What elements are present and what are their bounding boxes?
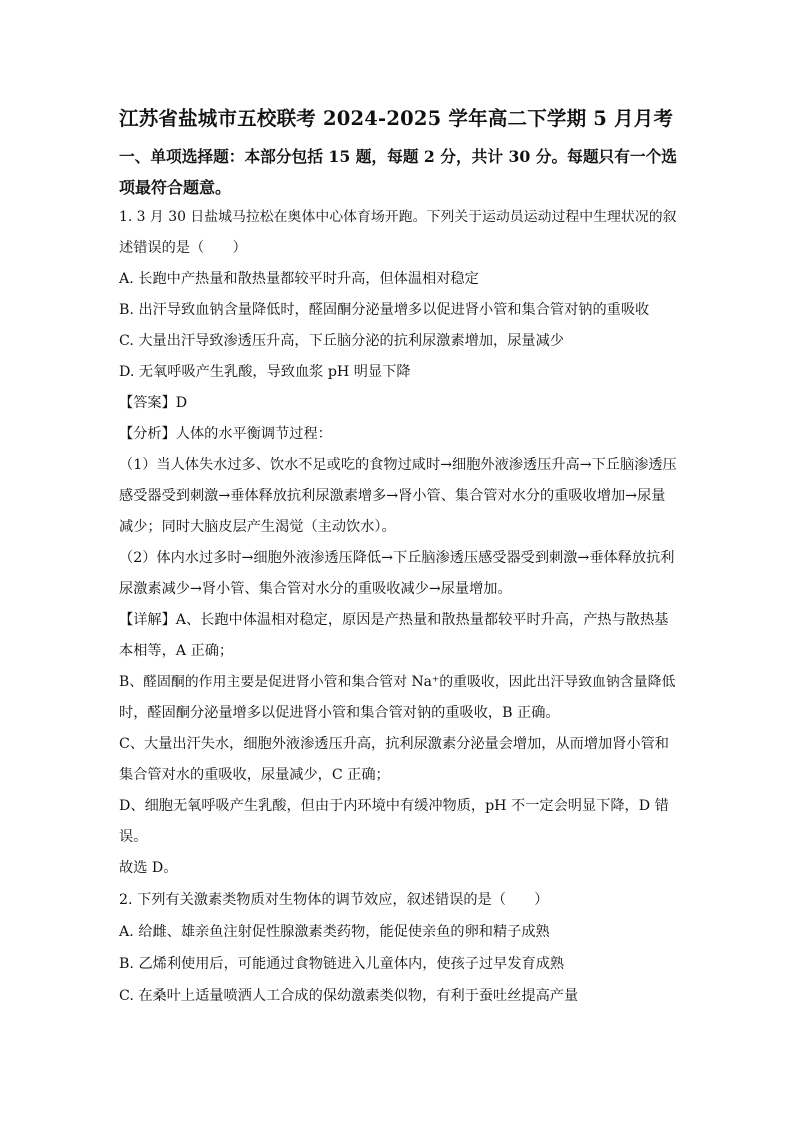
q2-option-b: B. 乙烯利使用后，可能通过食物链进入儿童体内，使孩子过早发育成熟 <box>119 956 565 972</box>
q1-option-b: B. 出汗导致血钠含量降低时，醛固酮分泌量增多以促进肾小管和集合管对钠的重吸收 <box>119 302 650 318</box>
q1-answer: 【答案】D <box>119 395 188 411</box>
section-heading-line1: 一、单项选择题：本部分包括 15 题，每题 2 分，共计 30 分。每题只有一个选 <box>119 147 677 166</box>
q1-analysis-1-line2: 感受器受到刺激→垂体释放抗利尿激素增多→肾小管、集合管对水分的重吸收增加→尿量 <box>119 488 666 504</box>
q1-analysis-1-line3: 减少；同时大脑皮层产生渴觉（主动饮水）。 <box>119 519 396 535</box>
q1-analysis-2-line1: （2）体内水过多时→细胞外液渗透压降低→下丘脑渗透压感受器受到刺激→垂体释放抗利 <box>119 550 675 566</box>
q2-option-a: A. 给雌、雄亲鱼注射促性腺激素类药物，能促使亲鱼的卵和精子成熟 <box>119 924 550 940</box>
q2-stem: 2. 下列有关激素类物质对生物体的调节效应，叙述错误的是（ ） <box>119 892 549 908</box>
section-heading-line2: 项最符合题意。 <box>119 178 232 197</box>
q1-detail-c-line2: 集合管对水的重吸收，尿量减少，C 正确； <box>119 767 390 783</box>
q1-detail-b-line1: B、醛固酮的作用主要是促进肾小管和集合管对 Na⁺的重吸收，因此出汗导致血钠含量降低 <box>119 674 676 690</box>
q1-analysis-2-line2: 尿激素减少→肾小管、集合管对水分的重吸收减少→尿量增加。 <box>119 581 512 597</box>
q1-stem-line2: 述错误的是（ ） <box>119 240 247 256</box>
q1-option-d: D. 无氧呼吸产生乳酸，导致血浆 pH 明显下降 <box>119 364 411 380</box>
q1-detail-a-line2: 本相等，A 正确； <box>119 643 234 659</box>
q1-analysis-title: 【分析】人体的水平衡调节过程： <box>119 426 332 442</box>
document-title: 江苏省盐城市五校联考 2024-2025 学年高二下学期 5 月月考 <box>119 107 674 130</box>
q1-option-c: C. 大量出汗导致渗透压升高，下丘脑分泌的抗利尿激素增加，尿量减少 <box>119 333 564 349</box>
q1-detail-d-line1: D、细胞无氧呼吸产生乳酸，但由于内环境中有缓冲物质，pH 不一定会明显下降，D 错 <box>119 798 669 814</box>
q1-detail-d-line2: 误。 <box>119 829 148 845</box>
q1-option-a: A. 长跑中产热量和散热量都较平时升高，但体温相对稳定 <box>119 271 479 287</box>
q1-conclusion: 故选 D。 <box>119 860 178 876</box>
q2-option-c: C. 在桑叶上适量喷洒人工合成的保幼激素类似物，有利于蚕吐丝提高产量 <box>119 988 579 1004</box>
q1-detail-c-line1: C、大量出汗失水，细胞外液渗透压升高，抗利尿激素分泌量会增加，从而增加肾小管和 <box>119 736 669 752</box>
q1-analysis-1-line1: （1）当人体失水过多、饮水不足或吃的食物过咸时→细胞外液渗透压升高→下丘脑渗透压 <box>119 457 677 473</box>
q1-detail-a-line1: 【详解】A、长跑中体温相对稳定，原因是产热量和散热量都较平时升高，产热与散热基 <box>119 612 669 628</box>
q1-detail-b-line2: 时，醛固酮分泌量增多以促进肾小管和集合管对钠的重吸收，B 正确。 <box>119 705 560 721</box>
q1-stem-line1: 1. 3 月 30 日盐城马拉松在奥体中心体育场开跑。下列关于运动员运动过程中生理状况的叙 <box>119 209 677 225</box>
